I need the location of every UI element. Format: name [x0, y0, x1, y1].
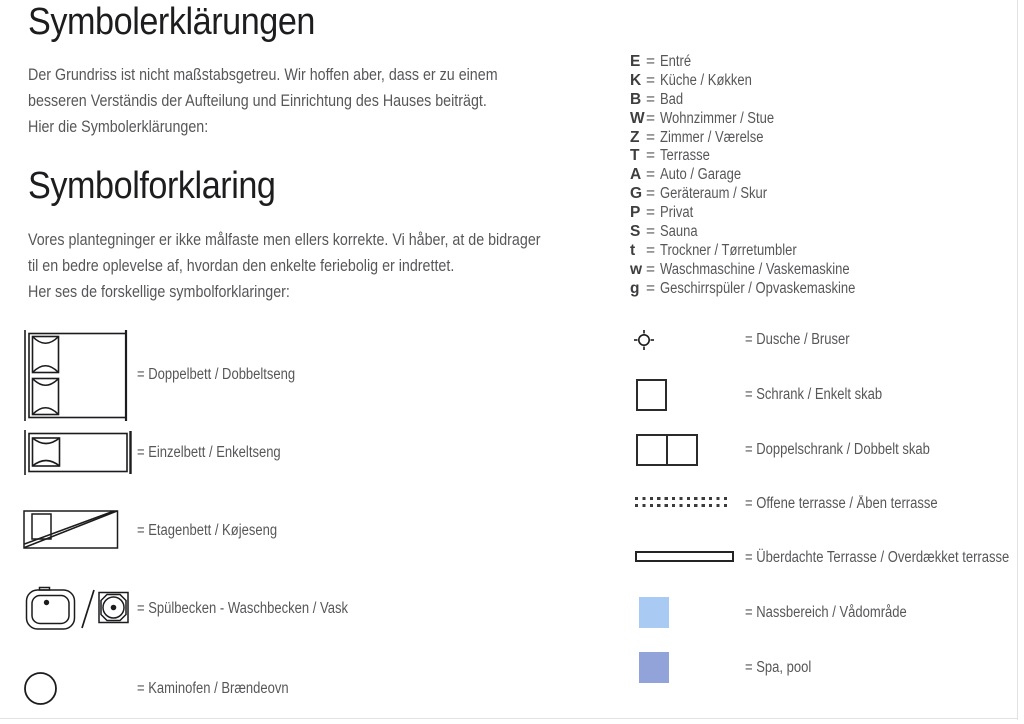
sink-washbasin-icon	[25, 586, 129, 631]
intro-dk-line-3: Her ses de forskellige symbolforklaringer:	[28, 282, 290, 301]
intro-de-line-2: besseren Verständis der Aufteilung und Einrichtung des Hauses beiträgt.	[28, 91, 487, 110]
room-code-label: Privat	[660, 204, 694, 222]
wet-area-label: = Nassbereich / Vådområde	[745, 604, 907, 621]
room-code-label: Terrasse	[660, 147, 710, 165]
equals-sign: =	[646, 279, 656, 297]
intro-dk-line-2: til en bedre oplevelse af, hvordan den enkelte feriebolig er indrettet.	[28, 256, 455, 275]
single-closet-icon	[636, 379, 667, 411]
intro-text-danish	[28, 227, 638, 305]
sink-washbasin-label: = Spülbecken - Waschbecken / Vask	[137, 600, 348, 617]
room-code-label: Geschirrspüler / Opvaskemaskine	[660, 279, 856, 297]
wood-stove-label: = Kaminofen / Brændeovn	[137, 680, 289, 697]
intro-de-line-1: Der Grundriss ist nicht maßstabsgetreu. Wir hoffen aber, dass er zu einem	[28, 65, 498, 84]
equals-sign: =	[646, 241, 656, 259]
double-bed-icon	[23, 330, 130, 421]
equals-sign: =	[646, 53, 656, 70]
room-code-letter: G	[630, 185, 643, 203]
equals-sign: =	[646, 147, 656, 165]
intro-dk-line-1: Vores plantegninger er ikke målfaste men ellers korrekte. Vi håber, at de bidrager	[28, 230, 541, 249]
room-code-label: Entré	[660, 53, 692, 70]
room-code-row	[630, 280, 893, 299]
single-closet-label: = Schrank / Enkelt skab	[745, 386, 883, 403]
closet-divider	[666, 436, 668, 464]
open-terrace-label: = Offene terrasse / Åben terrasse	[745, 495, 938, 512]
room-code-label: Zimmer / Værelse	[660, 128, 764, 146]
single-bed-icon	[23, 430, 134, 475]
room-code-label: Sauna	[660, 223, 698, 241]
double-closet-icon	[636, 434, 698, 466]
room-code-label: Bad	[660, 90, 684, 108]
room-code-row	[630, 242, 893, 261]
equals-sign: =	[646, 185, 656, 203]
room-code-row	[630, 185, 893, 204]
equals-sign: =	[646, 260, 656, 278]
equals-sign: =	[646, 109, 656, 127]
room-code-row	[630, 147, 893, 166]
room-code-letter: W	[630, 109, 645, 127]
equals-sign: =	[646, 166, 656, 184]
room-code-row	[630, 91, 893, 110]
equals-sign: =	[646, 90, 656, 108]
room-code-letter: S	[630, 223, 641, 241]
open-terrace-icon	[635, 497, 731, 508]
shower-icon	[633, 329, 655, 351]
room-code-letter: P	[630, 204, 641, 222]
covered-terrace-icon	[635, 551, 734, 562]
double-bed-label: = Doppelbett / Dobbeltseng	[137, 366, 296, 383]
bunk-bed-label: = Etagenbett / Køjeseng	[137, 522, 278, 539]
page-title-german	[28, 1, 347, 43]
room-code-letter: K	[630, 71, 642, 89]
room-code-row	[630, 129, 893, 148]
shower-label: = Dusche / Bruser	[745, 331, 850, 348]
page-title-german-text: Symbolerklärungen	[28, 1, 316, 43]
equals-sign: =	[646, 128, 656, 146]
page-edge-line-horizontal	[0, 718, 1017, 719]
spa-pool-icon	[639, 652, 669, 683]
page-title-danish	[28, 165, 303, 207]
room-code-label: Trockner / Tørretumbler	[660, 241, 797, 259]
equals-sign: =	[646, 223, 656, 241]
equals-sign: =	[646, 204, 656, 222]
room-code-label: Küche / Køkken	[660, 71, 752, 89]
covered-terrace-label: = Überdachte Terrasse / Overdækket terrasse	[745, 549, 1010, 566]
page-title-danish-text: Symbolforklaring	[28, 165, 276, 207]
room-code-row	[630, 53, 893, 72]
room-code-label: Waschmaschine / Vaskemaskine	[660, 260, 850, 278]
room-code-letter: t	[630, 241, 636, 259]
room-code-label: Geräteraum / Skur	[660, 185, 768, 203]
intro-de-line-3: Hier die Symbolerklärungen:	[28, 117, 209, 136]
equals-sign: =	[646, 71, 656, 89]
room-code-row	[630, 223, 893, 242]
room-code-row	[630, 72, 893, 91]
room-code-letter: A	[630, 166, 642, 184]
room-code-label: Wohnzimmer / Stue	[660, 109, 775, 127]
room-code-letter: E	[630, 53, 641, 70]
room-code-letter: B	[630, 90, 642, 108]
page-edge-line-vertical	[1017, 0, 1018, 720]
single-bed-label: = Einzelbett / Enkeltseng	[137, 444, 281, 461]
room-code-row	[630, 261, 893, 280]
spa-pool-label: = Spa, pool	[745, 659, 812, 676]
double-closet-label: = Doppelschrank / Dobbelt skab	[745, 441, 930, 458]
room-code-letter: w	[630, 260, 643, 278]
room-code-letter: T	[630, 147, 640, 165]
room-code-row	[630, 204, 893, 223]
wood-stove-icon	[23, 671, 59, 707]
room-code-list	[630, 53, 893, 299]
wet-area-icon	[639, 597, 669, 628]
room-code-letter: Z	[630, 128, 640, 146]
room-code-label: Auto / Garage	[660, 166, 742, 184]
room-code-letter: g	[630, 279, 640, 297]
room-code-row	[630, 166, 893, 185]
intro-text-german	[28, 62, 587, 140]
bunk-bed-icon	[23, 509, 119, 550]
room-code-row	[630, 110, 893, 129]
